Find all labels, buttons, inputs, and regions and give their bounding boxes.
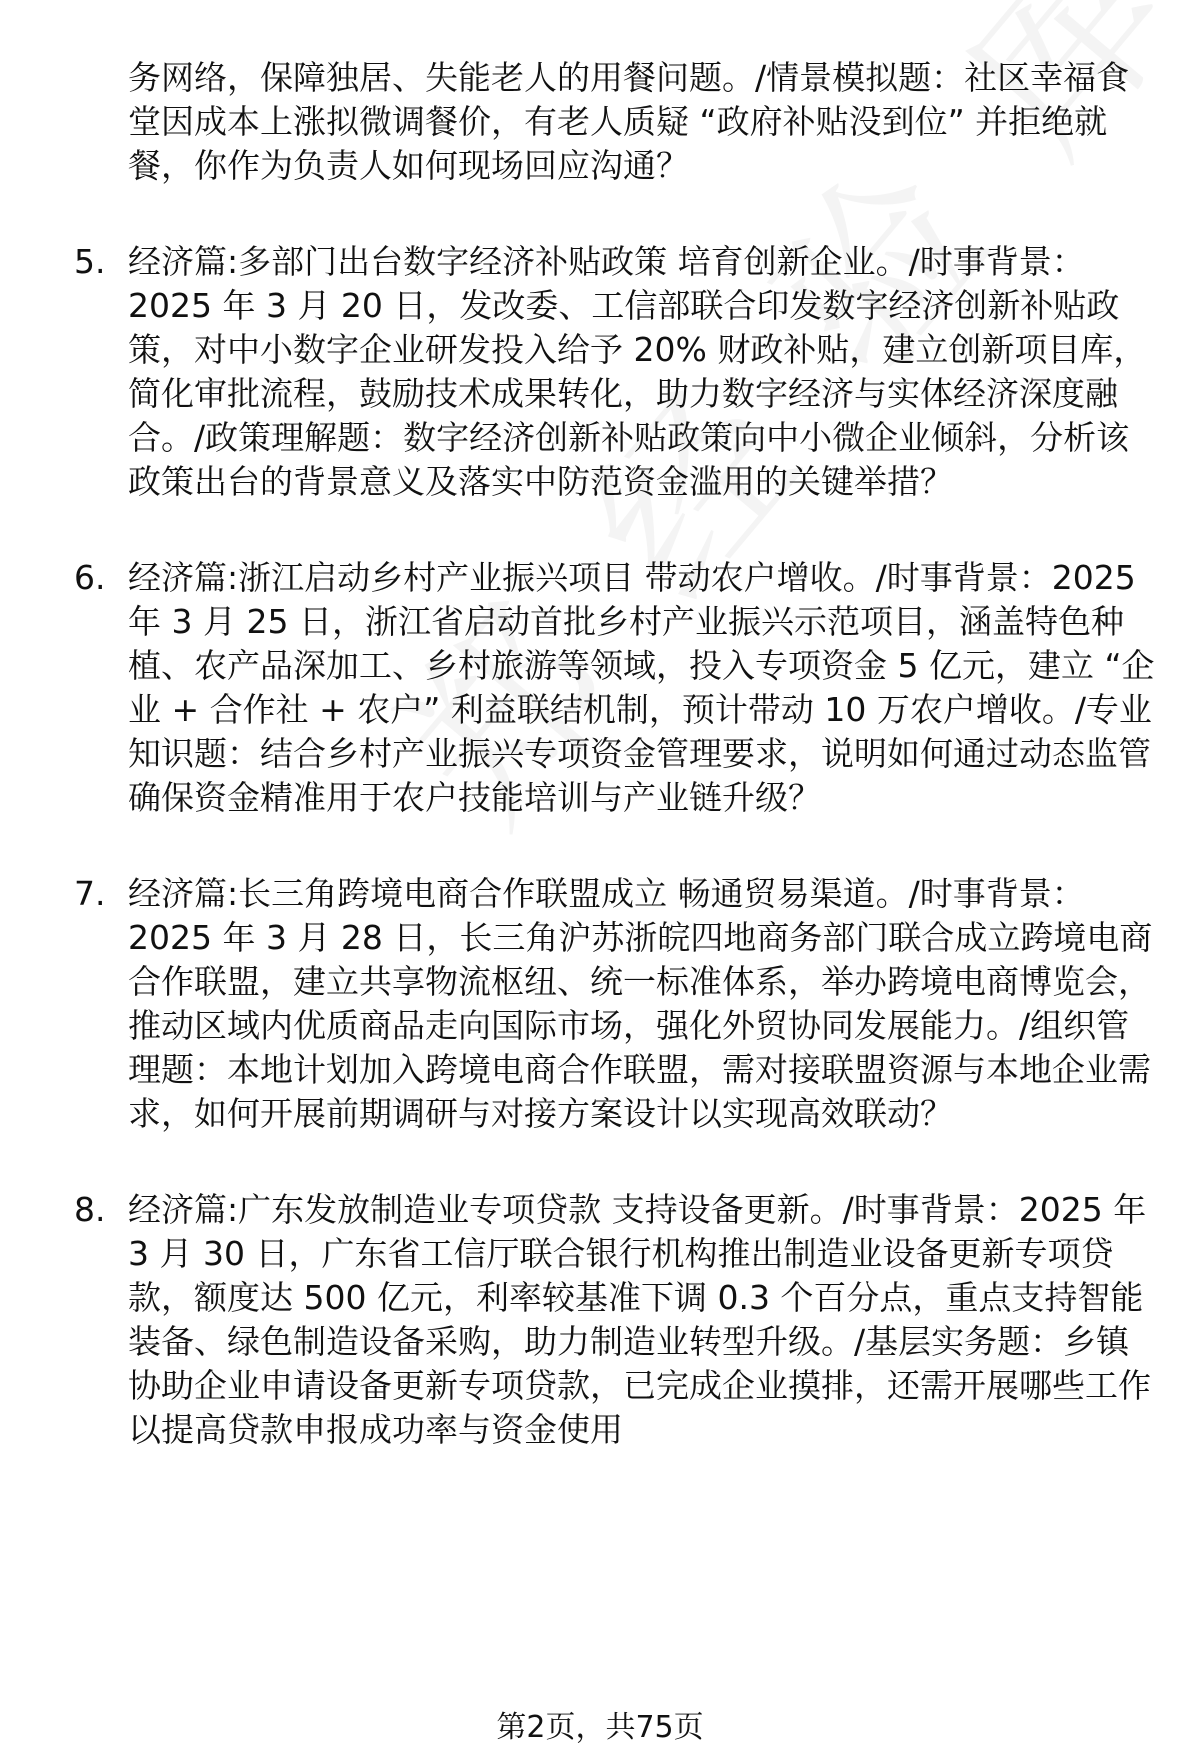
list-item — [74, 872, 1158, 1136]
question-list — [74, 240, 1158, 1452]
list-item — [74, 556, 1158, 820]
list-item — [74, 240, 1158, 504]
lead-paragraph: 务网络，保障独居、失能老人的用餐问题。/情景模拟题：社区幸福食堂因成本上涨拟微调餐价，有老人质疑 “政府补贴没到位” 并拒绝就餐，你作为负责人如何现场回应沟通？ — [128, 58, 1130, 185]
item-text: 经济篇:多部门出台数字经济补贴政策 培育创新企业。/时事背景：2025 年 3 月 20 日，发改委、工信部联合印发数字经济创新补贴政策，对中小数字企业研发投入给予 20% 财政补贴，建立创新项目库，简化审批流程，鼓励技术成果转化，助力数字经济与实体经济深度融合。/政策理解题：数字经济创新补贴政策向中小微企业倾斜，分析该政策出台的背景意义及落实中防范资金滥用的关键举措？ — [128, 242, 1147, 501]
item-text: 经济篇:长三角跨境电商合作联盟成立 畅通贸易渠道。/时事背景：2025 年 3 月 28 日，长三角沪苏浙皖四地商务部门联合成立跨境电商合作联盟，建立共享物流枢纽、统一标准体系，举办跨境电商博览会，推动区域内优质商品走向国际市场，强化外贸协同发展能力。/组织管理题：本地计划加入跨境电商合作联盟，需对接联盟资源与本地企业需求，如何开展前期调研与对接方案设计以实现高效联动？ — [128, 874, 1153, 1133]
item-number: 7. — [74, 874, 106, 913]
item-number: 5. — [74, 242, 106, 281]
list-item — [74, 1188, 1158, 1452]
page-number: 第2页，共75页 — [496, 1710, 704, 1745]
document-body — [74, 56, 1158, 1504]
item-text: 经济篇:浙江启动乡村产业振兴项目 带动农户增收。/时事背景：2025 年 3 月 25 日，浙江省启动首批乡村产业振兴示范项目，涵盖特色种植、农产品深加工、乡村旅游等领域，投入专项资金 5 亿元，建立 “企业 + 合作社 + 农户” 利益联结机制，预计带动 10 万农户增收。/专业知识题：结合乡村产业振兴专项资金管理要求，说明如何通过动态监管确保资金精准用于农户技能培训与产业链升级？ — [128, 558, 1155, 817]
item-number: 6. — [74, 558, 106, 597]
item-text: 经济篇:广东发放制造业专项贷款 支持设备更新。/时事背景：2025 年 3 月 30 日，广东省工信厅联合银行机构推出制造业设备更新专项贷款，额度达 500 亿元，利率较基准下调 0.3 个百分点，重点支持智能装备、绿色制造设备采购，助力制造业转型升级。/基层实务题：乡镇协助企业申请设备更新专项贷款，已完成企业摸排，还需开展哪些工作以提高贷款申报成功率与资金使用 — [128, 1190, 1151, 1449]
item-number: 8. — [74, 1190, 106, 1229]
